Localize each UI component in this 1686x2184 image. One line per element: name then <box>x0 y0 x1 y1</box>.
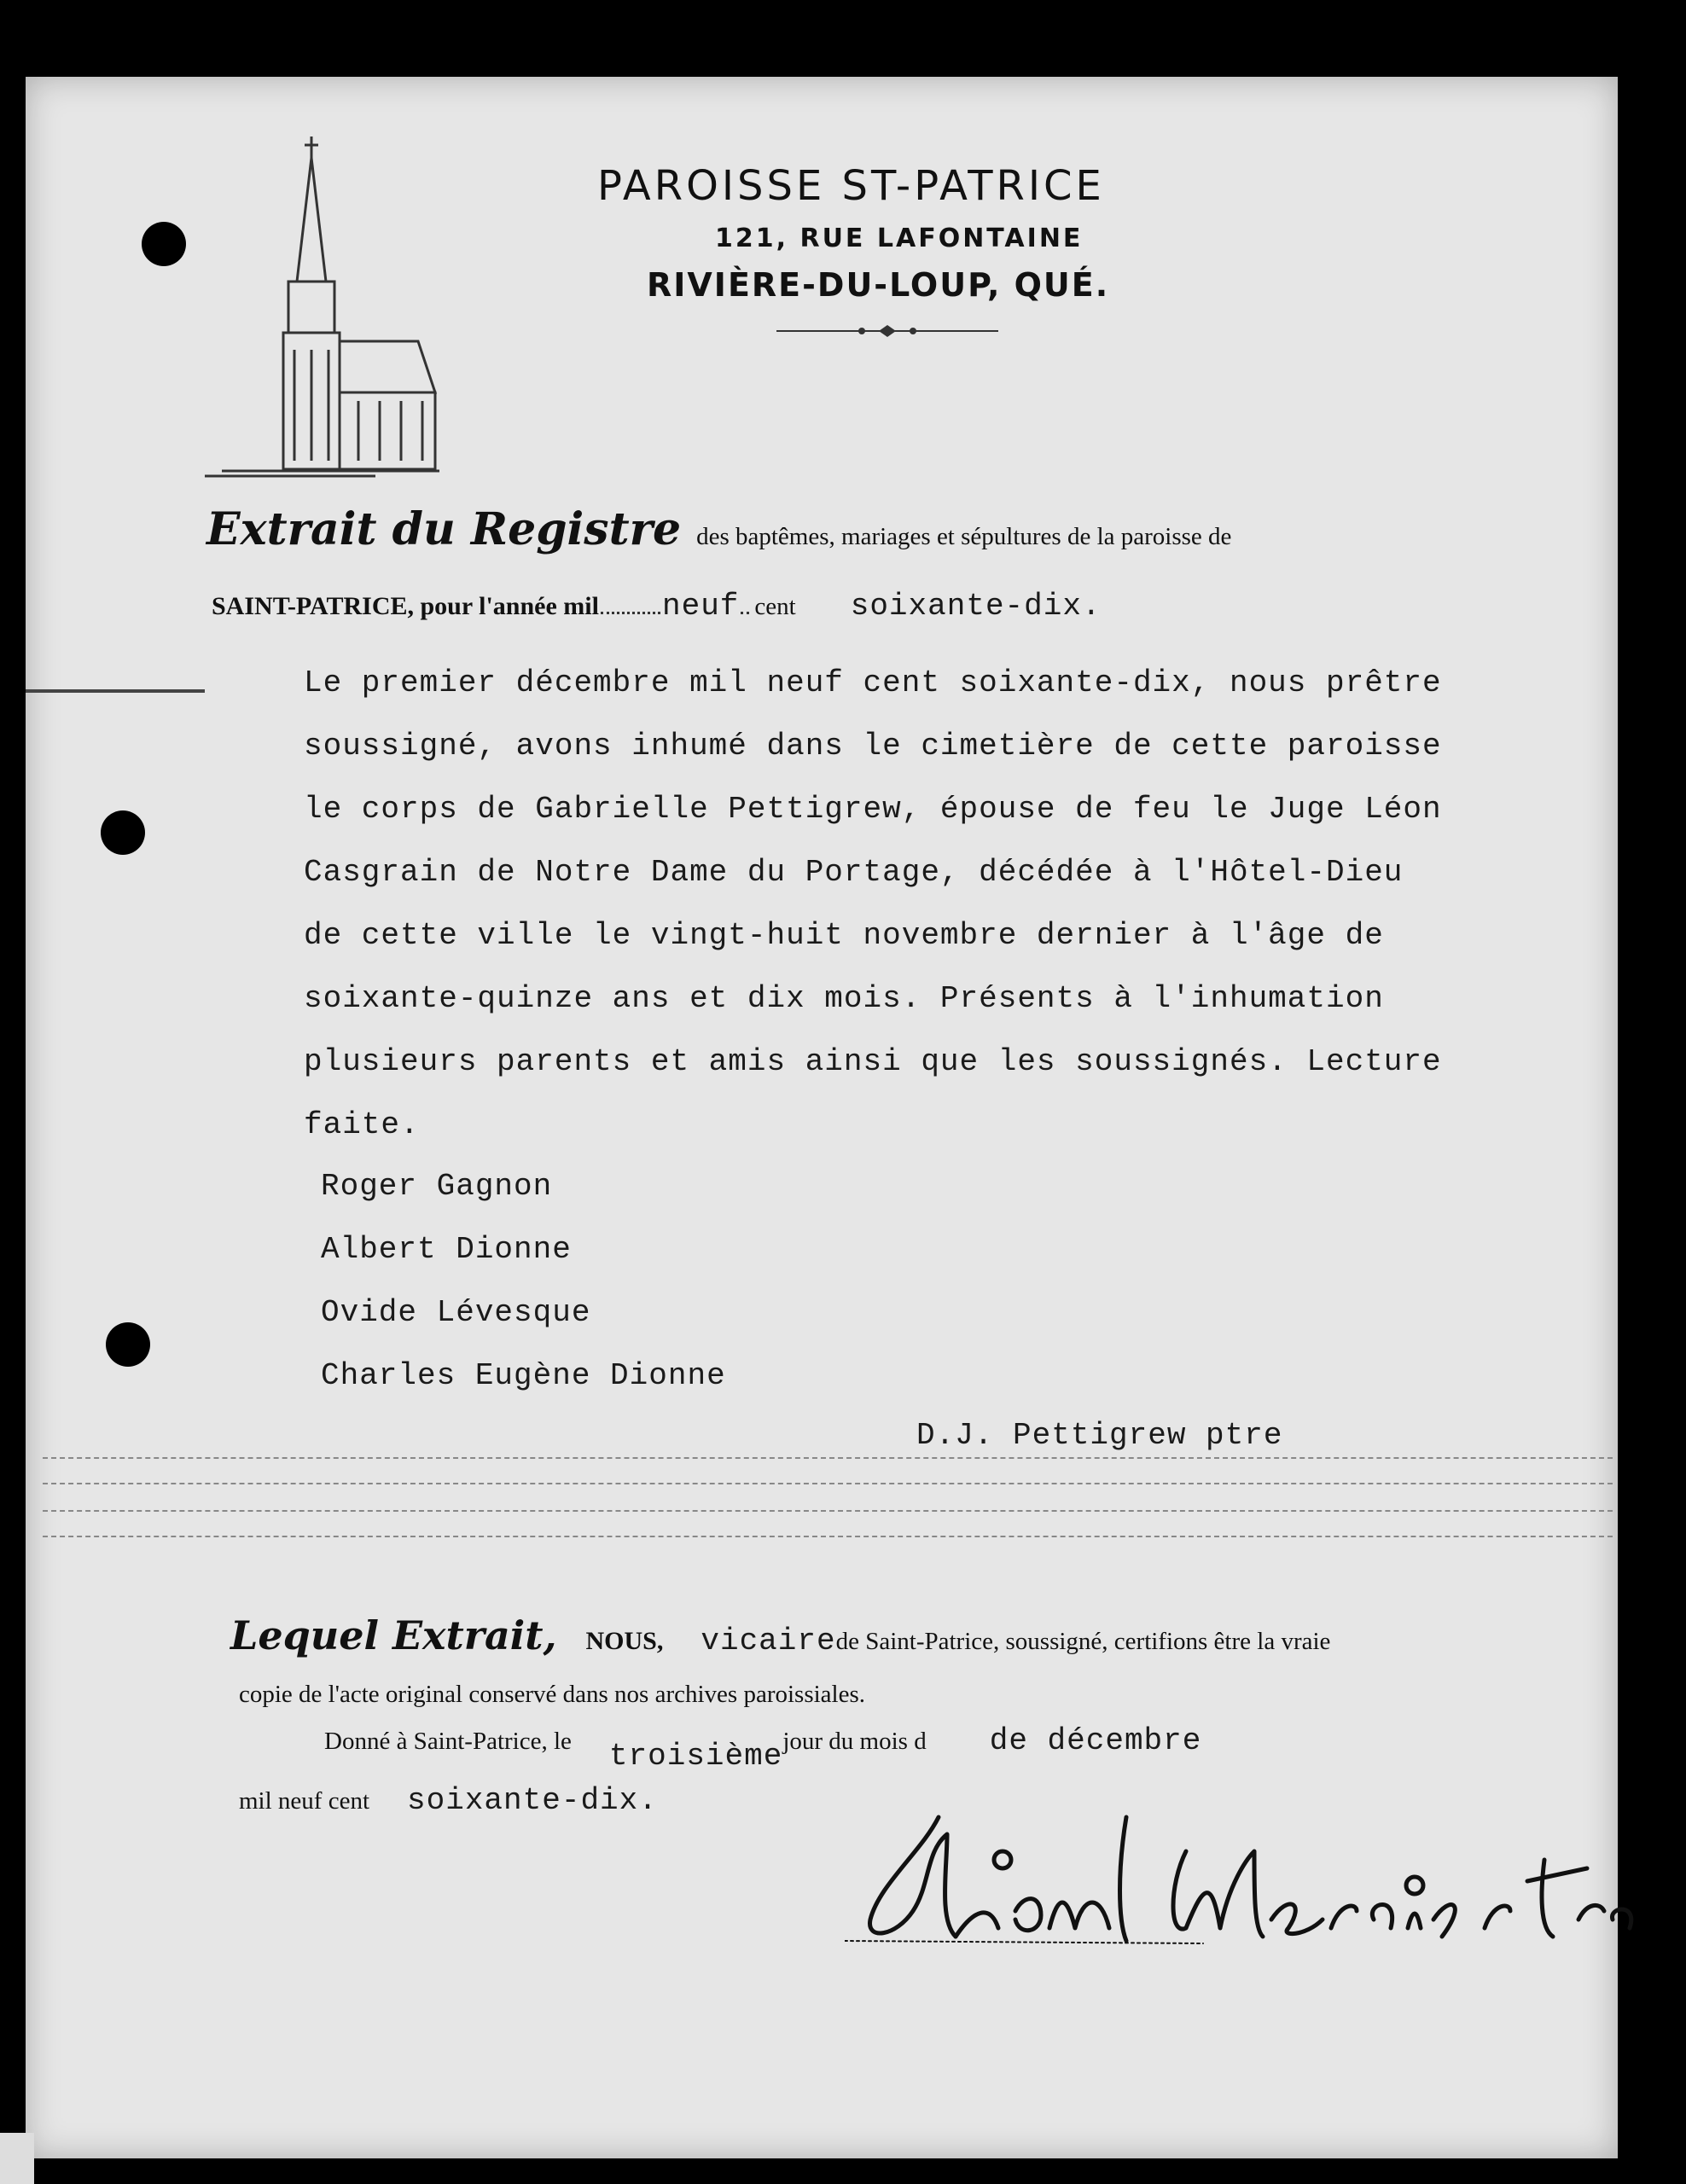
certification-nous: NOUS, <box>585 1627 664 1655</box>
certification-role: vicaire <box>701 1623 836 1658</box>
ornament-divider <box>776 322 998 340</box>
record-line: faite. <box>304 1107 420 1142</box>
officiant-name: D.J. Pettigrew ptre <box>916 1418 1283 1453</box>
year-typed-2: soixante-dix. <box>850 589 1102 624</box>
signature <box>845 1800 1664 1962</box>
divider-line <box>43 1483 1613 1484</box>
divider-line <box>43 1457 1613 1459</box>
given-label: Donné à Saint-Patrice, le <box>324 1728 572 1755</box>
certification-line-1 <box>230 1612 1330 1658</box>
record-line: Le premier décembre mil neuf cent soixante-dix, nous prêtre <box>304 665 1442 700</box>
given-month: de décembre <box>989 1723 1202 1758</box>
given-year: soixante-dix. <box>407 1783 658 1818</box>
record-line: de cette ville le vingt-huit novembre dernier à l'âge de <box>304 918 1384 953</box>
record-line: le corps de Gabrielle Pettigrew, épouse de feu le Juge Léon <box>304 792 1442 827</box>
given-year-label: mil neuf cent <box>239 1787 370 1815</box>
certification-line-2: copie de l'acte original conservé dans nos archives paroissiales. <box>239 1681 865 1708</box>
parish-address: 121, RUE LAFONTAINE <box>715 224 1084 253</box>
certification-text: de Saint-Patrice, soussigné, certifions être la vraie <box>835 1628 1331 1655</box>
witness-name: Albert Dionne <box>321 1232 572 1267</box>
parish-city: RIVIÈRE-DU-LOUP, QUÉ. <box>647 266 1110 304</box>
parish-name: PAROISSE ST-PATRICE <box>597 162 1105 210</box>
intro-line <box>206 503 1231 555</box>
cent-label: cent <box>754 593 796 620</box>
witness-list <box>321 1169 726 1421</box>
given-line <box>324 1723 1202 1774</box>
given-day-label: jour du mois d <box>782 1728 927 1755</box>
given-year-line <box>239 1783 658 1818</box>
margin-mark <box>26 689 205 693</box>
record-line: soussigné, avons inhumé dans le cimetière de cette paroisse <box>304 729 1442 764</box>
church-icon <box>205 136 444 478</box>
document-sheet <box>26 77 1618 2158</box>
certification-heading: Lequel Extrait, <box>230 1612 557 1658</box>
record-line: soixante-quinze ans et dix mois. Présents à l'inhumation <box>304 981 1384 1016</box>
punch-hole-middle <box>101 810 145 855</box>
register-description: des baptêmes, mariages et sépultures de la paroisse de <box>696 523 1232 550</box>
punch-hole-top <box>142 222 186 266</box>
witness-name: Ovide Lévesque <box>321 1295 591 1330</box>
record-body <box>304 665 1442 1170</box>
record-line: Casgrain de Notre Dame du Portage, décédée à l'Hôtel-Dieu <box>304 855 1404 890</box>
witness-name: Charles Eugène Dionne <box>321 1358 726 1393</box>
witness-name: Roger Gagnon <box>321 1169 553 1204</box>
parish-label: SAINT-PATRICE, pour l'année mil <box>212 592 599 620</box>
record-line: plusieurs parents et amis ainsi que les soussignés. Lecture <box>304 1044 1442 1079</box>
register-heading: Extrait du Registre <box>206 503 682 555</box>
divider-line <box>43 1510 1613 1512</box>
given-day: troisième <box>608 1739 783 1774</box>
scan-tab <box>0 2133 34 2184</box>
divider-line <box>43 1536 1613 1537</box>
year-line <box>212 589 1102 624</box>
year-typed-1: neuf <box>661 589 740 624</box>
punch-hole-bottom <box>106 1322 150 1367</box>
